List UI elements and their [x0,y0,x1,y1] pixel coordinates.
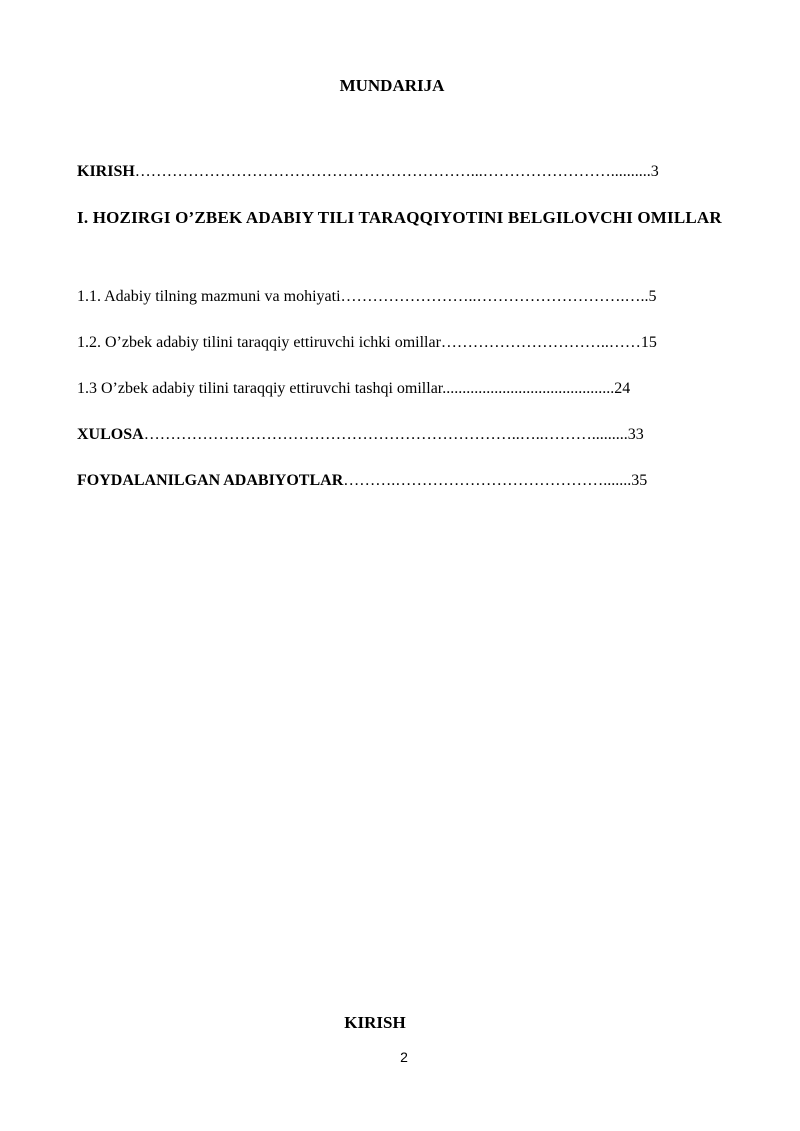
toc-page-number: 3 [650,163,659,180]
toc-page-number: 24 [614,380,631,397]
toc-leader-dots: ……….…………………………………....... [343,472,632,489]
toc-entry-1-3[interactable] [77,379,737,399]
toc-leader-dots: ……………………..……………………….….. [340,288,649,305]
toc-entry-kirish[interactable] [77,162,737,182]
toc-entry-label: XULOSA [77,426,144,443]
toc-page-number: 15 [640,334,657,351]
toc-leader-dots: ........................................... [442,380,615,397]
toc-entry-1-2[interactable] [77,333,737,353]
next-section-heading: KIRISH [344,1013,406,1032]
toc-entry-label: 1.3 O’zbek adabiy tilini taraqqiy ettiruvchi tashqi omillar [77,380,443,397]
page-number: 2 [400,1049,408,1065]
toc-page-number: 35 [631,472,648,489]
toc-leader-dots: ……………………………………………………………..…..………......... [143,426,628,443]
toc-entry-label: 1.2. O’zbek adabiy tilini taraqqiy ettiruvchi ichki omillar [77,334,441,351]
toc-entry-xulosa[interactable] [77,425,737,445]
toc-entry-1-1[interactable] [77,287,737,307]
toc-entry-label: KIRISH [77,163,135,180]
toc-leader-dots: …………………………..…… [440,334,641,351]
toc-chapter-heading[interactable]: I. HOZIRGI O’ZBEK ADABIY TILI TARAQQIYOTINI BELGILOVCHI OMILLAR [77,208,722,227]
toc-page-number: 5 [648,288,657,305]
toc-entry-adabiyotlar[interactable] [77,471,737,491]
toc-page-number: 33 [627,426,644,443]
toc-leader-dots: ………………………………………………………...…………………….......... [134,163,651,180]
toc-entry-label: FOYDALANILGAN ADABIYOTLAR [77,472,344,489]
page-title: MUNDARIJA [339,76,445,95]
toc-entry-label: 1.1. Adabiy tilning mazmuni va mohiyati [77,288,341,305]
